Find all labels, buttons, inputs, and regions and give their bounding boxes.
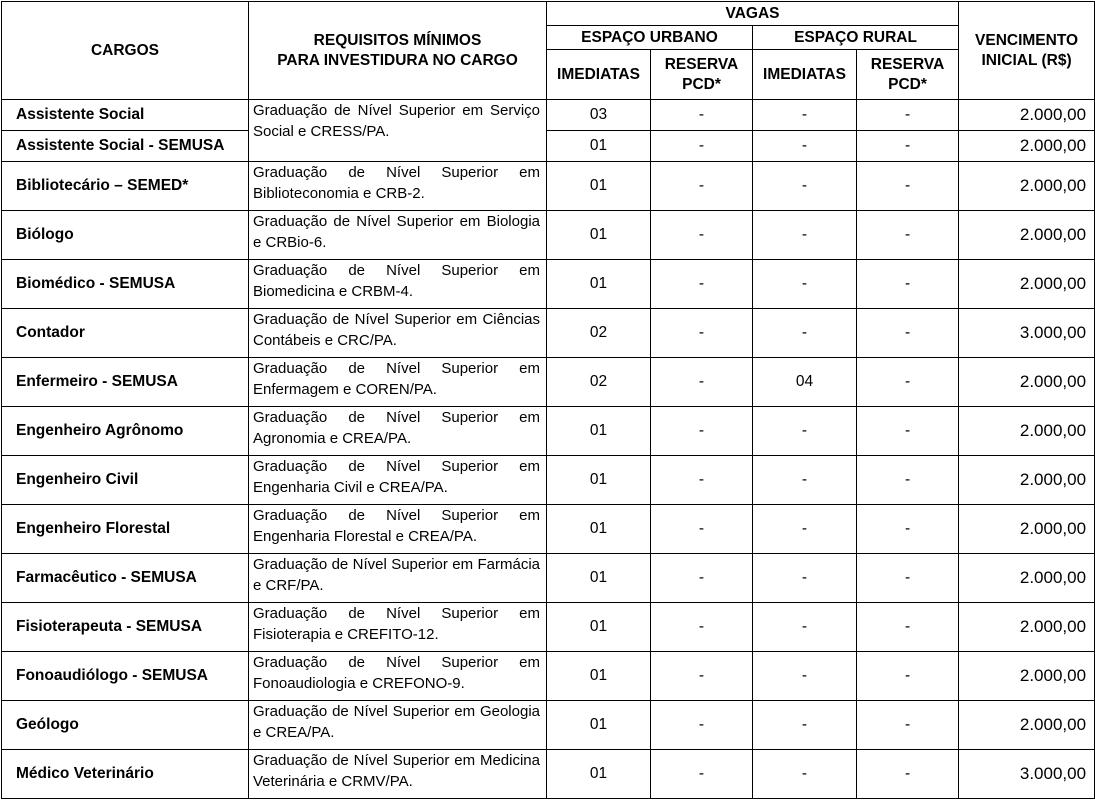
rural-imediatas-cell: - — [753, 701, 857, 750]
table-row — [2, 407, 1095, 456]
cargo-cell: Farmacêutico - SEMUSA — [2, 554, 249, 603]
requisito-cell: Graduação de Nível Superior em Enfermagem e COREN/PA. — [249, 358, 547, 407]
vencimento-cell: 2.000,00 — [959, 701, 1095, 750]
header-cargos: CARGOS — [2, 2, 249, 100]
rural-pcd-cell: - — [857, 407, 959, 456]
table-row — [2, 750, 1095, 799]
urbano-imediatas-cell: 03 — [547, 100, 651, 131]
rural-pcd-cell: - — [857, 131, 959, 162]
table-row — [2, 554, 1095, 603]
rural-pcd-cell: - — [857, 505, 959, 554]
urbano-pcd-cell: - — [651, 701, 753, 750]
cargo-cell: Bibliotecário – SEMED* — [2, 162, 249, 211]
rural-pcd-cell: - — [857, 309, 959, 358]
cargo-cell: Engenheiro Florestal — [2, 505, 249, 554]
vencimento-cell: 2.000,00 — [959, 260, 1095, 309]
urbano-imediatas-cell: 02 — [547, 358, 651, 407]
rural-imediatas-cell: - — [753, 407, 857, 456]
vencimento-cell: 2.000,00 — [959, 554, 1095, 603]
urbano-pcd-cell: - — [651, 100, 753, 131]
table-row — [2, 309, 1095, 358]
urbano-imediatas-cell: 01 — [547, 701, 651, 750]
requisito-cell: Graduação de Nível Superior em Serviço Social e CRESS/PA. — [249, 100, 547, 162]
vencimento-cell: 2.000,00 — [959, 652, 1095, 701]
cargo-cell: Enfermeiro - SEMUSA — [2, 358, 249, 407]
rural-pcd-cell: - — [857, 701, 959, 750]
requisito-cell: Graduação de Nível Superior em Medicina Veterinária e CRMV/PA. — [249, 750, 547, 799]
urbano-pcd-cell: - — [651, 407, 753, 456]
rural-imediatas-cell: - — [753, 100, 857, 131]
rural-pcd-cell: - — [857, 260, 959, 309]
rural-pcd-cell: - — [857, 750, 959, 799]
table-row — [2, 260, 1095, 309]
urbano-imediatas-cell: 01 — [547, 750, 651, 799]
table-row — [2, 162, 1095, 211]
rural-imediatas-cell: - — [753, 131, 857, 162]
urbano-pcd-cell: - — [651, 260, 753, 309]
urbano-imediatas-cell: 01 — [547, 260, 651, 309]
vencimento-cell: 2.000,00 — [959, 358, 1095, 407]
header-rural-imediatas: IMEDIATAS — [753, 50, 857, 100]
vencimento-cell: 3.000,00 — [959, 750, 1095, 799]
urbano-pcd-cell: - — [651, 456, 753, 505]
urbano-pcd-cell: - — [651, 652, 753, 701]
urbano-imediatas-cell: 01 — [547, 554, 651, 603]
vencimento-cell: 2.000,00 — [959, 131, 1095, 162]
rural-imediatas-cell: - — [753, 260, 857, 309]
urbano-pcd-cell: - — [651, 162, 753, 211]
cargo-cell: Assistente Social - SEMUSA — [2, 131, 249, 162]
urbano-imediatas-cell: 01 — [547, 211, 651, 260]
rural-imediatas-cell: - — [753, 309, 857, 358]
table-row — [2, 652, 1095, 701]
urbano-imediatas-cell: 01 — [547, 162, 651, 211]
cargo-cell: Biomédico - SEMUSA — [2, 260, 249, 309]
rural-pcd-cell: - — [857, 603, 959, 652]
header-espaco-rural: ESPAÇO RURAL — [753, 26, 959, 50]
rural-pcd-cell: - — [857, 554, 959, 603]
header-vencimento: VENCIMENTO INICIAL (R$) — [959, 2, 1095, 100]
urbano-pcd-cell: - — [651, 554, 753, 603]
cargo-cell: Engenheiro Agrônomo — [2, 407, 249, 456]
table-row — [2, 505, 1095, 554]
urbano-pcd-cell: - — [651, 750, 753, 799]
urbano-imediatas-cell: 01 — [547, 407, 651, 456]
requisito-cell: Graduação de Nível Superior em Ciências Contábeis e CRC/PA. — [249, 309, 547, 358]
rural-imediatas-cell: - — [753, 162, 857, 211]
requisito-cell: Graduação de Nível Superior em Engenharia Florestal e CREA/PA. — [249, 505, 547, 554]
cargo-cell: Médico Veterinário — [2, 750, 249, 799]
requisito-cell: Graduação de Nível Superior em Fonoaudiologia e CREFONO-9. — [249, 652, 547, 701]
urbano-imediatas-cell: 02 — [547, 309, 651, 358]
rural-pcd-cell: - — [857, 358, 959, 407]
urbano-imediatas-cell: 01 — [547, 603, 651, 652]
vencimento-cell: 2.000,00 — [959, 603, 1095, 652]
cargo-cell: Engenheiro Civil — [2, 456, 249, 505]
vencimento-cell: 2.000,00 — [959, 211, 1095, 260]
table-row — [2, 211, 1095, 260]
rural-imediatas-cell: - — [753, 456, 857, 505]
cargo-cell: Assistente Social — [2, 100, 249, 131]
urbano-imediatas-cell: 01 — [547, 456, 651, 505]
rural-imediatas-cell: - — [753, 750, 857, 799]
rural-imediatas-cell: 04 — [753, 358, 857, 407]
urbano-pcd-cell: - — [651, 358, 753, 407]
vencimento-cell: 2.000,00 — [959, 456, 1095, 505]
header-urbano-reserva: RESERVA PCD* — [651, 50, 753, 100]
urbano-imediatas-cell: 01 — [547, 505, 651, 554]
table-row — [2, 603, 1095, 652]
urbano-pcd-cell: - — [651, 505, 753, 554]
requisito-cell: Graduação de Nível Superior em Biologia e CRBio-6. — [249, 211, 547, 260]
requisito-cell: Graduação de Nível Superior em Fisioterapia e CREFITO-12. — [249, 603, 547, 652]
header-vagas: VAGAS — [547, 2, 959, 26]
urbano-imediatas-cell: 01 — [547, 652, 651, 701]
table-row — [2, 131, 1095, 162]
rural-imediatas-cell: - — [753, 505, 857, 554]
urbano-pcd-cell: - — [651, 603, 753, 652]
urbano-imediatas-cell: 01 — [547, 131, 651, 162]
cargo-cell: Biólogo — [2, 211, 249, 260]
rural-pcd-cell: - — [857, 211, 959, 260]
header-espaco-urbano: ESPAÇO URBANO — [547, 26, 753, 50]
rural-imediatas-cell: - — [753, 211, 857, 260]
vencimento-cell: 3.000,00 — [959, 309, 1095, 358]
vencimento-cell: 2.000,00 — [959, 505, 1095, 554]
cargo-cell: Contador — [2, 309, 249, 358]
requisito-cell: Graduação de Nível Superior em Farmácia e CRF/PA. — [249, 554, 547, 603]
rural-pcd-cell: - — [857, 162, 959, 211]
rural-pcd-cell: - — [857, 456, 959, 505]
vencimento-cell: 2.000,00 — [959, 162, 1095, 211]
urbano-pcd-cell: - — [651, 131, 753, 162]
vencimento-cell: 2.000,00 — [959, 100, 1095, 131]
rural-pcd-cell: - — [857, 100, 959, 131]
urbano-pcd-cell: - — [651, 309, 753, 358]
rural-imediatas-cell: - — [753, 603, 857, 652]
header-rural-reserva: RESERVA PCD* — [857, 50, 959, 100]
rural-imediatas-cell: - — [753, 652, 857, 701]
table-row — [2, 701, 1095, 750]
requisito-cell: Graduação de Nível Superior em Biomedicina e CRBM-4. — [249, 260, 547, 309]
table-row — [2, 456, 1095, 505]
rural-pcd-cell: - — [857, 652, 959, 701]
cargo-cell: Fisioterapeuta - SEMUSA — [2, 603, 249, 652]
requisito-cell: Graduação de Nível Superior em Agronomia e CREA/PA. — [249, 407, 547, 456]
requisito-cell: Graduação de Nível Superior em Engenharia Civil e CREA/PA. — [249, 456, 547, 505]
table-row — [2, 100, 1095, 131]
cargos-table — [1, 1, 1095, 799]
urbano-pcd-cell: - — [651, 211, 753, 260]
table-row — [2, 358, 1095, 407]
requisito-cell: Graduação de Nível Superior em Biblioteconomia e CRB-2. — [249, 162, 547, 211]
requisito-cell: Graduação de Nível Superior em Geologia e CREA/PA. — [249, 701, 547, 750]
rural-imediatas-cell: - — [753, 554, 857, 603]
header-requisitos: REQUISITOS MÍNIMOS PARA INVESTIDURA NO CARGO — [249, 2, 547, 100]
vencimento-cell: 2.000,00 — [959, 407, 1095, 456]
header-urbano-imediatas: IMEDIATAS — [547, 50, 651, 100]
cargo-cell: Fonoaudiólogo - SEMUSA — [2, 652, 249, 701]
cargo-cell: Geólogo — [2, 701, 249, 750]
